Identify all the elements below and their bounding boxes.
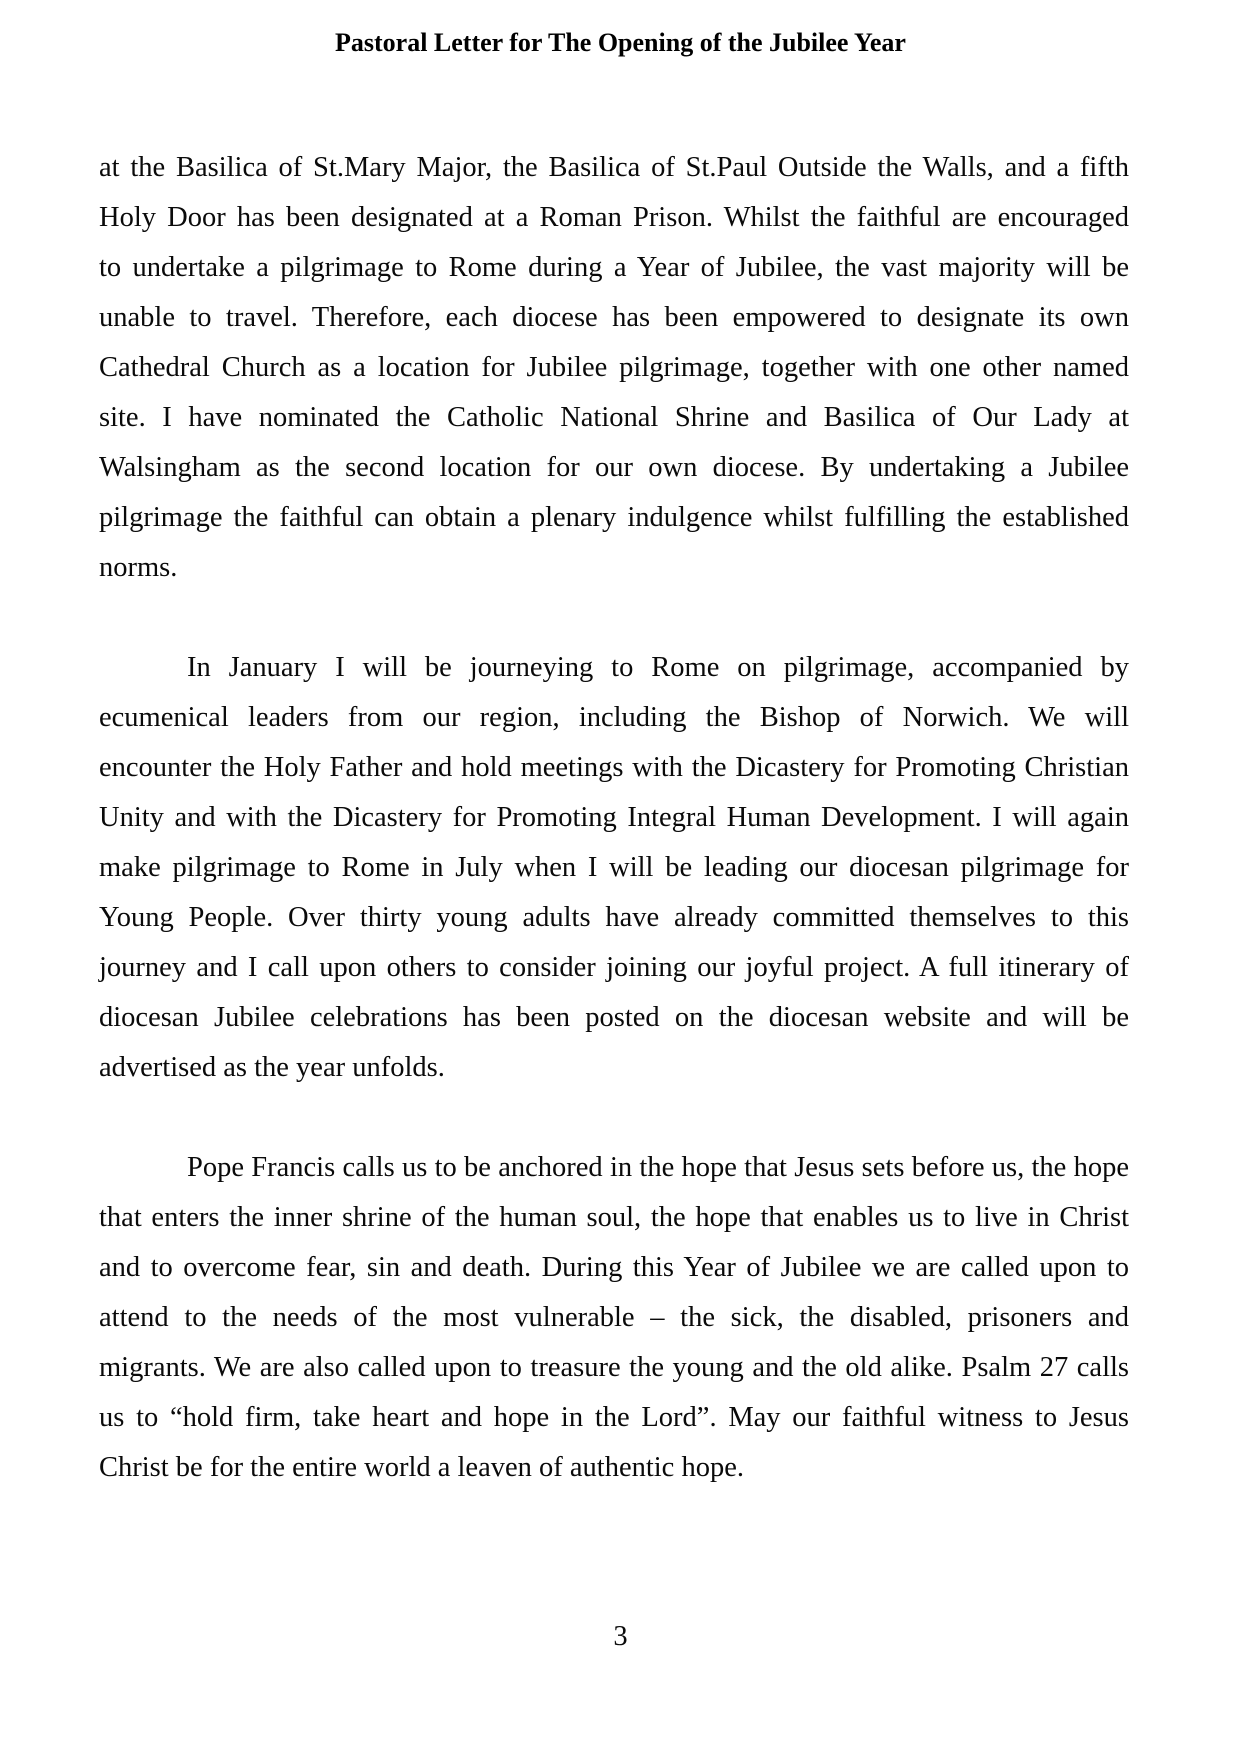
text-line: journey and I call upon others to consider joining our joyful project. A full itinerary of — [99, 952, 1129, 983]
text-line: Holy Door has been designated at a Roman Prison. Whilst the faithful are encouraged — [99, 202, 1129, 233]
text-line: Pope Francis calls us to be anchored in the hope that Jesus sets before us, the hope — [187, 1152, 1129, 1183]
text-line: diocesan Jubilee celebrations has been posted on the diocesan website and will be — [99, 1002, 1129, 1033]
text-line: us to “hold firm, take heart and hope in the Lord”. May our faithful witness to Jesus — [99, 1402, 1129, 1433]
text-line: advertised as the year unfolds. — [99, 1052, 445, 1083]
text-line: attend to the needs of the most vulnerable – the sick, the disabled, prisoners and — [99, 1302, 1129, 1333]
text-line: Christ be for the entire world a leaven of authentic hope. — [99, 1452, 744, 1483]
text-line: unable to travel. Therefore, each diocese has been empowered to designate its own — [99, 302, 1129, 333]
document-body — [99, 143, 1129, 1493]
text-line: migrants. We are also called upon to treasure the young and the old alike. Psalm 27 calls — [99, 1352, 1129, 1383]
text-line: Young People. Over thirty young adults have already committed themselves to this — [99, 902, 1129, 933]
text-line: make pilgrimage to Rome in July when I will be leading our diocesan pilgrimage for — [99, 852, 1129, 883]
text-line: and to overcome fear, sin and death. During this Year of Jubilee we are called upon to — [99, 1252, 1129, 1283]
text-line: Walsingham as the second location for our own diocese. By undertaking a Jubilee — [99, 452, 1129, 483]
text-line: norms. — [99, 552, 178, 583]
page-number: 3 — [613, 1621, 628, 1652]
paragraph — [99, 643, 1129, 1093]
text-line: In January I will be journeying to Rome on pilgrimage, accompanied by — [187, 652, 1129, 683]
text-line: that enters the inner shrine of the human soul, the hope that enables us to live in Christ — [99, 1202, 1129, 1233]
text-line: encounter the Holy Father and hold meetings with the Dicastery for Promoting Christian — [99, 752, 1129, 783]
paragraph — [99, 1143, 1129, 1493]
text-line: Unity and with the Dicastery for Promoting Integral Human Development. I will again — [99, 802, 1129, 833]
text-line: to undertake a pilgrimage to Rome during a Year of Jubilee, the vast majority will be — [99, 252, 1129, 283]
text-line: site. I have nominated the Catholic National Shrine and Basilica of Our Lady at — [99, 402, 1129, 433]
text-line: at the Basilica of St.Mary Major, the Basilica of St.Paul Outside the Walls, and a fifth — [99, 152, 1129, 183]
paragraph — [99, 143, 1129, 593]
text-line: pilgrimage the faithful can obtain a plenary indulgence whilst fulfilling the established — [99, 502, 1129, 533]
text-line: Cathedral Church as a location for Jubilee pilgrimage, together with one other named — [99, 352, 1129, 383]
page-title: Pastoral Letter for The Opening of the Jubilee Year — [335, 28, 906, 57]
text-line: ecumenical leaders from our region, including the Bishop of Norwich. We will — [99, 702, 1129, 733]
